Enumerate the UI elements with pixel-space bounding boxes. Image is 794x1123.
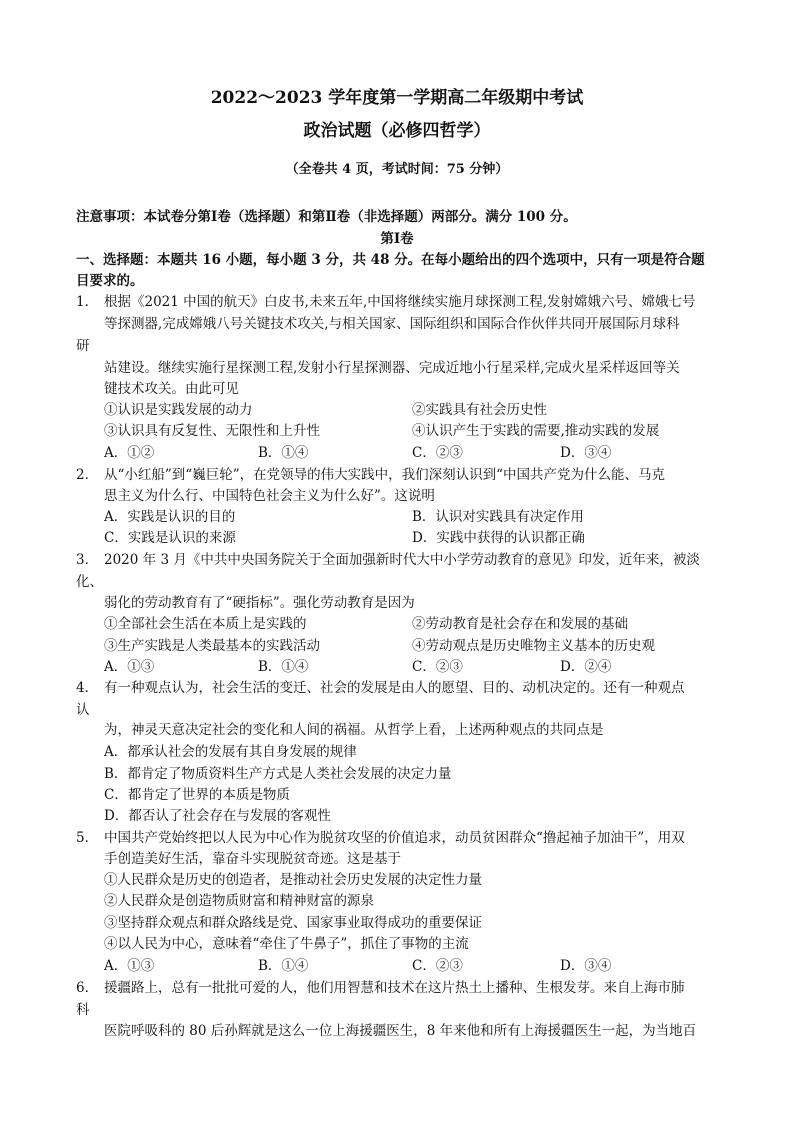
question-text: 根据《2021 中国的航天》白皮书,未来五年,中国将继续实施月球探测工程,发射嫦娥六号、嫦娥七号 <box>104 294 696 310</box>
option-b: B．认识对实践具有决定作用 <box>412 509 584 525</box>
exam-title: 2022～2023 学年度第一学期高二年级期中考试 <box>210 88 584 108</box>
part-heading: 第Ⅰ卷 <box>380 231 414 247</box>
statement-item: ②实践具有社会历史性 <box>412 402 547 418</box>
option-b: B．①④ <box>258 659 309 675</box>
question-text: 研 <box>76 338 90 354</box>
question-text: 科 <box>76 1002 90 1018</box>
option-a: A．①② <box>104 445 155 461</box>
exam-subtitle: 政治试题（必修四哲学） <box>303 121 491 141</box>
statement-item: ③认识具有反复性、无限性和上升性 <box>104 423 320 439</box>
question-text: 医院呼吸科的 80 后孙辉就是这么一位上海援疆医生，8 年来他和所有上海援疆医生一起，为当地百 <box>104 1023 697 1039</box>
question-text: 思主义为什么行、中国特色社会主义为什么好”。这说明 <box>104 488 435 504</box>
statement-item: ④认识产生于实践的需要,推动实践的发展 <box>412 423 660 439</box>
section-heading: 一、选择题：本题共 16 小题，每小题 3 分，共 48 分。在每小题给出的四个选项中，只有一项是符合题 <box>76 252 705 268</box>
option-c: C．②③ <box>412 958 463 974</box>
question-text: 援疆路上，总有一批批可爱的人，他们用智慧和技术在这片热土上播种、生根发芽。来自上海市肺 <box>104 980 685 996</box>
question-text: 为，神灵天意决定社会的变化和人间的祸福。从哲学上看，上述两种观点的共同点是 <box>104 722 604 738</box>
question-number: 6． <box>76 980 99 996</box>
statement-item: ①人民群众是历史的创造者，是推动社会历史发展的决定性力量 <box>104 872 482 888</box>
exam-note: （全卷共 4 页，考试时间：75 分钟） <box>285 162 509 177</box>
question-text: 2020 年 3 月《中共中央国务院关于全面加强新时代大中小学劳动教育的意见》印发，近年来，被淡 <box>104 552 700 568</box>
option-b: B．都肯定了物质资料生产方式是人类社会发展的决定力量 <box>104 766 452 782</box>
question-number: 5． <box>76 830 99 846</box>
question-number: 4． <box>76 680 99 696</box>
statement-item: ②劳动教育是社会存在和发展的基础 <box>412 616 628 632</box>
option-c: C．实践是认识的来源 <box>104 530 236 546</box>
option-b: B．①④ <box>258 958 309 974</box>
option-c: C．②③ <box>412 659 463 675</box>
statement-item: ④以人民为中心，意味着“牵住了牛鼻子”，抓住了事物的主流 <box>104 936 469 952</box>
option-b: B．①④ <box>258 445 309 461</box>
notice: 注意事项：本试卷分第Ⅰ卷（选择题）和第Ⅱ卷（非选择题）两部分。满分 100 分。 <box>76 209 577 225</box>
question-text: 从“小红船”到“巍巨轮”，在党领导的伟大实践中，我们深刻认识到“中国共产党为什么能、马克 <box>104 467 666 483</box>
option-c: C．②③ <box>412 445 463 461</box>
statement-item: ②人民群众是创造物质财富和精神财富的源泉 <box>104 893 374 909</box>
option-d: D．③④ <box>560 445 612 461</box>
option-a: A．①③ <box>104 659 155 675</box>
option-d: D．②④ <box>560 659 612 675</box>
question-text: 等探测器,完成嫦娥八号关键技术攻关,与相关国家、国际组织和国际合作伙伴共同开展国际月球科 <box>104 316 680 332</box>
question-number: 3． <box>76 552 99 568</box>
option-a: A．实践是认识的目的 <box>104 509 236 525</box>
section-heading-cont: 目要求的。 <box>76 273 144 289</box>
option-a: A．都承认社会的发展有其自身发展的规律 <box>104 744 357 760</box>
question-text: 键技术攻关。由此可见 <box>104 381 239 397</box>
option-c: C．都肯定了世界的本质是物质 <box>104 787 290 803</box>
question-text: 有一种观点认为，社会生活的变迁、社会的发展是由人的愿望、目的、动机决定的。还有一种观点 <box>104 680 685 696</box>
question-text: 手创造美好生活，靠奋斗实现脱贫奇迹。这是基于 <box>104 851 401 867</box>
statement-item: ③坚持群众观点和群众路线是党、国家事业取得成功的重要保证 <box>104 915 482 931</box>
option-d: D．实践中获得的认识都正确 <box>412 530 585 546</box>
question-text: 化、 <box>76 574 103 590</box>
statement-item: ④劳动观点是历史唯物主义基本的历史观 <box>412 638 655 654</box>
statement-item: ③生产实践是人类最基本的实践活动 <box>104 638 320 654</box>
question-text: 站建设。继续实施行星探测工程,发射小行星探测器、完成近地小行星采样,完成火星采样返回等关 <box>104 360 680 376</box>
option-a: A．①③ <box>104 958 155 974</box>
question-number: 2． <box>76 467 99 483</box>
statement-item: ①认识是实践发展的动力 <box>104 402 253 418</box>
option-d: D．③④ <box>560 958 612 974</box>
question-number: 1． <box>76 294 99 310</box>
statement-item: ①全部社会生活在本质上是实践的 <box>104 616 307 632</box>
option-d: D．都否认了社会存在与发展的客观性 <box>104 808 331 824</box>
question-text: 弱化的劳动教育有了“硬指标”。强化劳动教育是因为 <box>104 595 415 611</box>
question-text: 中国共产党始终把以人民为中心作为脱贫攻坚的价值追求，动员贫困群众“撸起袖子加油干”，用双 <box>104 830 685 846</box>
question-text: 认 <box>76 702 90 718</box>
